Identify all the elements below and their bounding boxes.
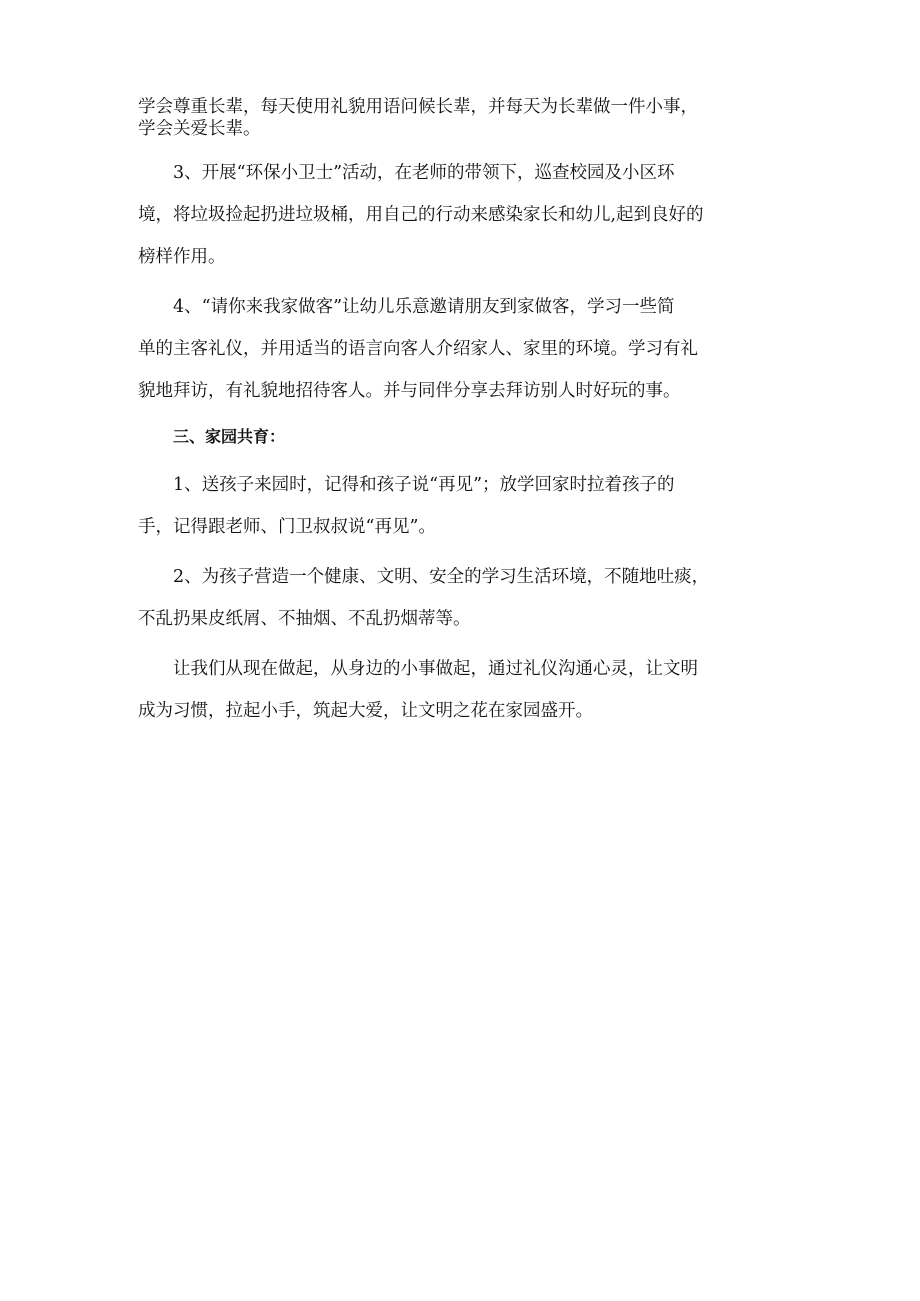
item-3-paragraph (138, 152, 798, 278)
text-line: 3、开展“环保小卫士”活动，在老师的带领下，巡查校园及小区环 (173, 163, 675, 183)
text-line: 成为习惯，拉起小手，筑起大爱，让文明之花在家园盛开。 (138, 701, 593, 721)
text-line: 榜样作用。 (138, 247, 226, 267)
home-2-paragraph (138, 556, 798, 640)
text-line: 单的主客礼仪，并用适当的语言向客人介绍家人、家里的环境。学习有礼 (138, 339, 698, 359)
document-body (138, 96, 798, 732)
home-1-paragraph (138, 464, 798, 548)
text-line: 4、“请你来我家做客”让幼儿乐意邀请朋友到家做客，学习一些简 (173, 297, 675, 317)
text-line: 貌地拜访，有礼貌地招待客人。并与同伴分享去拜访别人时好玩的事。 (138, 381, 681, 401)
text-line: 手，记得跟老师、门卫叔叔说“再见”。 (138, 517, 436, 537)
text-line: 境，将垃圾捡起扔进垃圾桶，用自己的行动来感染家长和幼儿,起到良好的 (138, 205, 704, 225)
text-line: 不乱扔果皮纸屑、不抽烟、不乱扔烟蒂等。 (138, 609, 471, 629)
text-line: 学会关爱长辈。 (138, 119, 261, 139)
section-heading: 三、家园共育： (173, 427, 286, 446)
text-line: 2、为孩子营造一个健康、文明、安全的学习生活环境，不随地吐痰， (173, 567, 710, 587)
text-line: 让我们从现在做起，从身边的小事做起，通过礼仪沟通心灵，让文明 (173, 659, 698, 679)
text-line: 1、送孩子来园时，记得和孩子说“再见”；放学回家时拉着孩子的 (173, 475, 675, 495)
item-4-paragraph (138, 286, 798, 412)
closing-paragraph (138, 648, 798, 732)
intro-paragraph (138, 96, 798, 140)
text-line: 学会尊重长辈，每天使用礼貌用语问候长辈，并每天为长辈做一件小事， (138, 97, 698, 117)
